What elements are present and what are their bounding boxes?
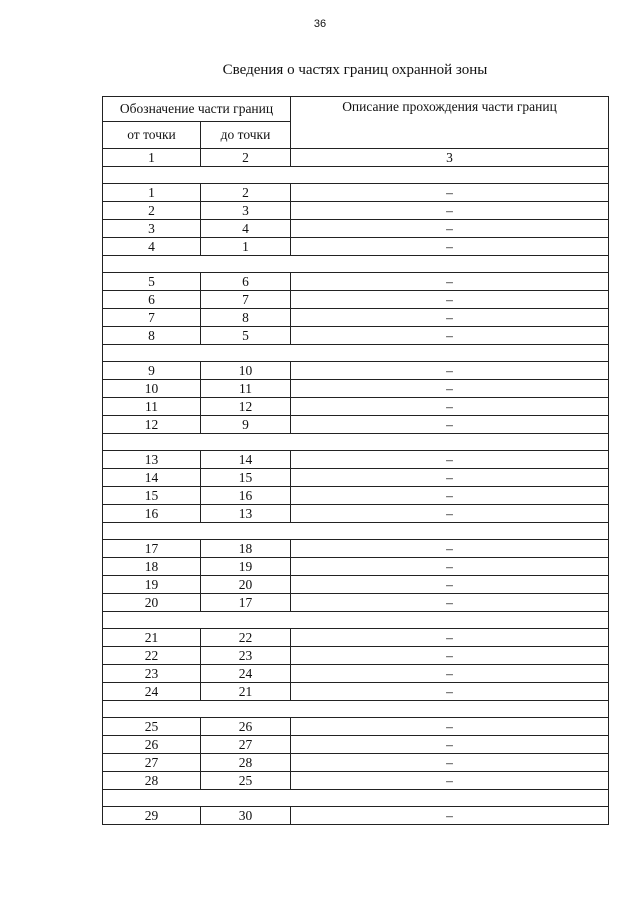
header-from-point: от точки <box>103 122 201 149</box>
table-row <box>103 665 609 683</box>
from-point-cell: 12 <box>103 416 201 434</box>
to-point-cell: 3 <box>201 202 291 220</box>
group-separator-cell <box>103 790 609 807</box>
from-point-cell: 21 <box>103 629 201 647</box>
from-point-cell: 17 <box>103 540 201 558</box>
from-point-cell: 22 <box>103 647 201 665</box>
from-point-cell: 4 <box>103 238 201 256</box>
from-point-cell: 18 <box>103 558 201 576</box>
description-cell: – <box>291 291 609 309</box>
from-point-cell: 2 <box>103 202 201 220</box>
table-row <box>103 238 609 256</box>
description-cell: – <box>291 558 609 576</box>
group-separator-cell <box>103 612 609 629</box>
table-row <box>103 220 609 238</box>
from-point-cell: 14 <box>103 469 201 487</box>
table-row <box>103 807 609 825</box>
table-row <box>103 558 609 576</box>
table-row <box>103 380 609 398</box>
description-cell: – <box>291 807 609 825</box>
table-row <box>103 718 609 736</box>
description-cell: – <box>291 665 609 683</box>
group-separator-row <box>103 167 609 184</box>
description-cell: – <box>291 594 609 612</box>
description-cell: – <box>291 754 609 772</box>
table-row <box>103 629 609 647</box>
from-point-cell: 27 <box>103 754 201 772</box>
to-point-cell: 18 <box>201 540 291 558</box>
from-point-cell: 26 <box>103 736 201 754</box>
table-row <box>103 736 609 754</box>
to-point-cell: 27 <box>201 736 291 754</box>
table-row <box>103 309 609 327</box>
table-row <box>103 754 609 772</box>
to-point-cell: 16 <box>201 487 291 505</box>
from-point-cell: 8 <box>103 327 201 345</box>
to-point-cell: 30 <box>201 807 291 825</box>
to-point-cell: 7 <box>201 291 291 309</box>
description-cell: – <box>291 487 609 505</box>
column-number: 3 <box>291 149 609 167</box>
table-row <box>103 487 609 505</box>
table-row <box>103 469 609 487</box>
group-separator-row <box>103 345 609 362</box>
from-point-cell: 15 <box>103 487 201 505</box>
from-point-cell: 23 <box>103 665 201 683</box>
group-separator-row <box>103 701 609 718</box>
table-row <box>103 540 609 558</box>
to-point-cell: 22 <box>201 629 291 647</box>
to-point-cell: 2 <box>201 184 291 202</box>
description-cell: – <box>291 273 609 291</box>
table-row <box>103 683 609 701</box>
group-separator-row <box>103 434 609 451</box>
to-point-cell: 12 <box>201 398 291 416</box>
description-cell: – <box>291 220 609 238</box>
to-point-cell: 11 <box>201 380 291 398</box>
table-row <box>103 594 609 612</box>
to-point-cell: 8 <box>201 309 291 327</box>
to-point-cell: 23 <box>201 647 291 665</box>
description-cell: – <box>291 540 609 558</box>
header-designation: Обозначение части границ <box>103 97 291 122</box>
table-row <box>103 398 609 416</box>
from-point-cell: 7 <box>103 309 201 327</box>
description-cell: – <box>291 647 609 665</box>
description-cell: – <box>291 309 609 327</box>
group-separator-cell <box>103 523 609 540</box>
description-cell: – <box>291 683 609 701</box>
table-row <box>103 362 609 380</box>
header-to-point: до точки <box>201 122 291 149</box>
to-point-cell: 26 <box>201 718 291 736</box>
to-point-cell: 20 <box>201 576 291 594</box>
to-point-cell: 5 <box>201 327 291 345</box>
table-row <box>103 273 609 291</box>
group-separator-cell <box>103 256 609 273</box>
from-point-cell: 5 <box>103 273 201 291</box>
from-point-cell: 10 <box>103 380 201 398</box>
table-row <box>103 647 609 665</box>
table-body <box>103 149 609 825</box>
description-cell: – <box>291 505 609 523</box>
to-point-cell: 10 <box>201 362 291 380</box>
from-point-cell: 16 <box>103 505 201 523</box>
to-point-cell: 1 <box>201 238 291 256</box>
description-cell: – <box>291 327 609 345</box>
to-point-cell: 24 <box>201 665 291 683</box>
from-point-cell: 20 <box>103 594 201 612</box>
from-point-cell: 19 <box>103 576 201 594</box>
description-cell: – <box>291 416 609 434</box>
group-separator-row <box>103 790 609 807</box>
description-cell: – <box>291 629 609 647</box>
column-number: 1 <box>103 149 201 167</box>
to-point-cell: 4 <box>201 220 291 238</box>
from-point-cell: 13 <box>103 451 201 469</box>
to-point-cell: 9 <box>201 416 291 434</box>
table-row <box>103 184 609 202</box>
description-cell: – <box>291 451 609 469</box>
from-point-cell: 9 <box>103 362 201 380</box>
table-row <box>103 202 609 220</box>
to-point-cell: 25 <box>201 772 291 790</box>
to-point-cell: 13 <box>201 505 291 523</box>
description-cell: – <box>291 772 609 790</box>
table-row <box>103 291 609 309</box>
table-row <box>103 505 609 523</box>
table-row <box>103 327 609 345</box>
column-number: 2 <box>201 149 291 167</box>
description-cell: – <box>291 202 609 220</box>
to-point-cell: 28 <box>201 754 291 772</box>
page-number: 36 <box>313 18 327 30</box>
table-row <box>103 451 609 469</box>
from-point-cell: 6 <box>103 291 201 309</box>
group-separator-row <box>103 256 609 273</box>
boundary-parts-table <box>102 96 609 825</box>
description-cell: – <box>291 576 609 594</box>
table-row <box>103 772 609 790</box>
description-cell: – <box>291 718 609 736</box>
description-cell: – <box>291 736 609 754</box>
description-cell: – <box>291 398 609 416</box>
description-cell: – <box>291 184 609 202</box>
description-cell: – <box>291 380 609 398</box>
from-point-cell: 28 <box>103 772 201 790</box>
from-point-cell: 1 <box>103 184 201 202</box>
to-point-cell: 17 <box>201 594 291 612</box>
header-description: Описание прохождения части границ <box>291 97 609 149</box>
group-separator-row <box>103 523 609 540</box>
to-point-cell: 14 <box>201 451 291 469</box>
to-point-cell: 21 <box>201 683 291 701</box>
table-row <box>103 576 609 594</box>
document-title: Сведения о частях границ охранной зоны <box>222 62 488 78</box>
description-cell: – <box>291 469 609 487</box>
from-point-cell: 25 <box>103 718 201 736</box>
description-cell: – <box>291 238 609 256</box>
group-separator-cell <box>103 167 609 184</box>
table-row <box>103 416 609 434</box>
column-number-row <box>103 149 609 167</box>
from-point-cell: 11 <box>103 398 201 416</box>
from-point-cell: 24 <box>103 683 201 701</box>
group-separator-cell <box>103 701 609 718</box>
to-point-cell: 15 <box>201 469 291 487</box>
from-point-cell: 29 <box>103 807 201 825</box>
description-cell: – <box>291 362 609 380</box>
group-separator-row <box>103 612 609 629</box>
from-point-cell: 3 <box>103 220 201 238</box>
to-point-cell: 19 <box>201 558 291 576</box>
group-separator-cell <box>103 345 609 362</box>
group-separator-cell <box>103 434 609 451</box>
to-point-cell: 6 <box>201 273 291 291</box>
